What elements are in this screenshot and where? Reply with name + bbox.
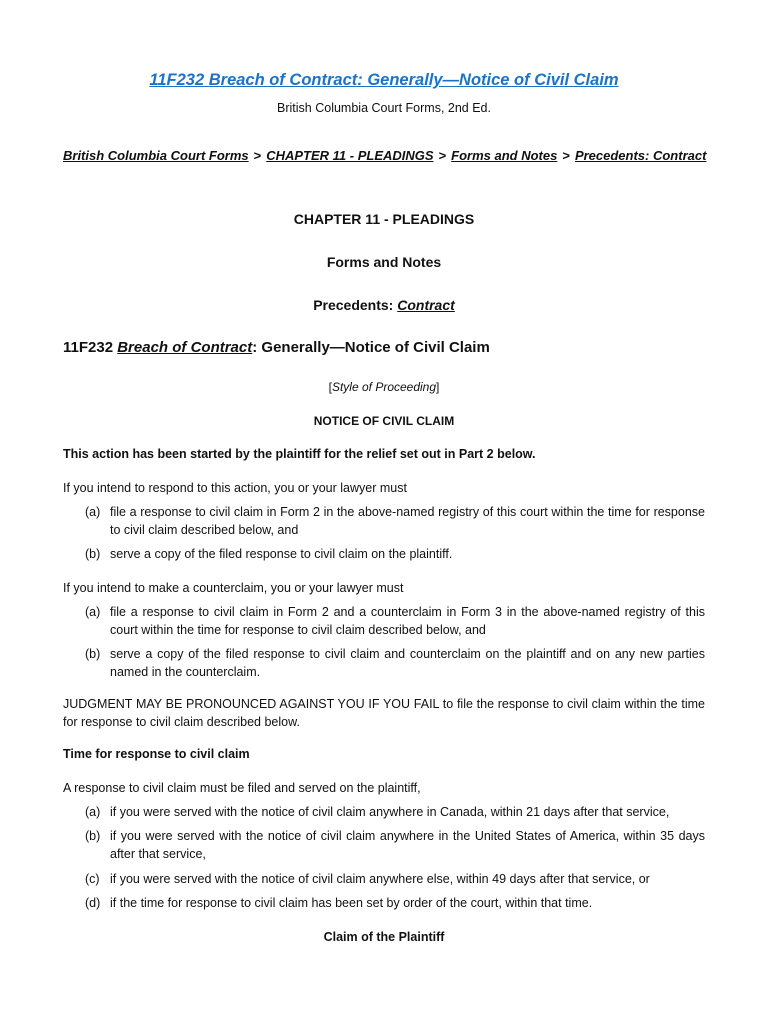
- list-item-text: if you were served with the notice of civil claim anywhere in the United States of America, within 35 days after that service,: [110, 829, 705, 861]
- list-item-text: if you were served with the notice of civil claim anywhere in Canada, within 21 days after that service,: [110, 805, 670, 819]
- list-item-label: (b): [85, 647, 101, 661]
- list-item-label: (b): [85, 547, 101, 561]
- list-item-label: (d): [85, 896, 101, 910]
- list-item: [85, 894, 705, 912]
- respond-lead: If you intend to respond to this action, you or your lawyer must: [63, 481, 407, 495]
- forms-heading: Forms and Notes: [326, 254, 442, 270]
- list-item-label: (a): [85, 605, 101, 619]
- list-item: [85, 827, 705, 863]
- breadcrumb-item-forms-notes[interactable]: Forms and Notes: [451, 148, 558, 163]
- counterclaim-lead: If you intend to make a counterclaim, you or your lawyer must: [63, 581, 404, 595]
- list-item-text: if you were served with the notice of civil claim anywhere else, within 49 days after that service, or: [110, 872, 650, 886]
- list-item-text: serve a copy of the filed response to civil claim and counterclaim on the plaintiff and on any new parties named in the counterclaim.: [110, 647, 705, 679]
- precedents-heading: [0, 296, 768, 314]
- list-item-text: serve a copy of the filed response to civil claim on the plaintiff.: [110, 547, 453, 561]
- list-item: [85, 803, 705, 821]
- document-subtitle: British Columbia Court Forms, 2nd Ed.: [277, 101, 491, 115]
- document-title-link[interactable]: 11F232 Breach of Contract: Generally—Notice of Civil Claim: [149, 71, 619, 89]
- list-item: [85, 545, 705, 563]
- breadcrumb-separator: >: [253, 148, 262, 163]
- breadcrumb: [63, 146, 713, 165]
- breach-of-contract-link[interactable]: Breach of Contract: [117, 339, 253, 356]
- list-item: [85, 603, 705, 639]
- list-item-text: if the time for response to civil claim has been set by order of the court, within that time.: [110, 896, 593, 910]
- time-lead: A response to civil claim must be filed and served on the plaintiff,: [63, 781, 421, 795]
- form-code: 11F232: [63, 339, 118, 356]
- list-item: [85, 870, 705, 888]
- contract-link[interactable]: Contract: [397, 297, 455, 313]
- list-item-label: (a): [85, 505, 101, 519]
- bracket-close: ]: [436, 380, 440, 394]
- list-item: [85, 645, 705, 681]
- time-heading: Time for response to civil claim: [63, 747, 250, 761]
- style-of-proceeding: [0, 378, 768, 396]
- list-item-text: file a response to civil claim in Form 2 in the above-named registry of this court within the time for response to civil claim described below, and: [110, 505, 705, 537]
- list-item-label: (c): [85, 872, 100, 886]
- breadcrumb-item-court-forms[interactable]: British Columbia Court Forms: [63, 148, 249, 163]
- list-item: [85, 503, 705, 539]
- intro-paragraph: This action has been started by the plaintiff for the relief set out in Part 2 below.: [63, 447, 536, 461]
- precedents-prefix: Precedents:: [313, 297, 398, 313]
- list-item-label: (a): [85, 805, 101, 819]
- breadcrumb-item-precedents[interactable]: Precedents: Contract: [574, 148, 707, 163]
- claim-heading: Claim of the Plaintiff: [323, 930, 445, 944]
- list-item-label: (b): [85, 829, 101, 843]
- form-heading-rest: : Generally—Notice of Civil Claim: [252, 339, 490, 356]
- judgment-warning: JUDGMENT MAY BE PRONOUNCED AGAINST YOU IF YOU FAIL to file the response to civil claim within the time for response to civil claim described below.: [63, 697, 705, 729]
- bracket-open: [: [328, 380, 332, 394]
- chapter-heading: CHAPTER 11 - PLEADINGS: [293, 211, 475, 227]
- breadcrumb-item-chapter[interactable]: CHAPTER 11 - PLEADINGS: [266, 148, 434, 163]
- breadcrumb-separator: >: [562, 148, 570, 163]
- style-of-proceeding-text: Style of Proceeding: [331, 380, 437, 394]
- list-item-text: file a response to civil claim in Form 2 and a counterclaim in Form 3 in the above-named registry of this court within the time for response to civil claim described below, and: [110, 605, 705, 637]
- notice-heading: NOTICE OF CIVIL CLAIM: [313, 414, 455, 428]
- form-heading: [63, 338, 490, 358]
- breadcrumb-separator: >: [438, 148, 447, 163]
